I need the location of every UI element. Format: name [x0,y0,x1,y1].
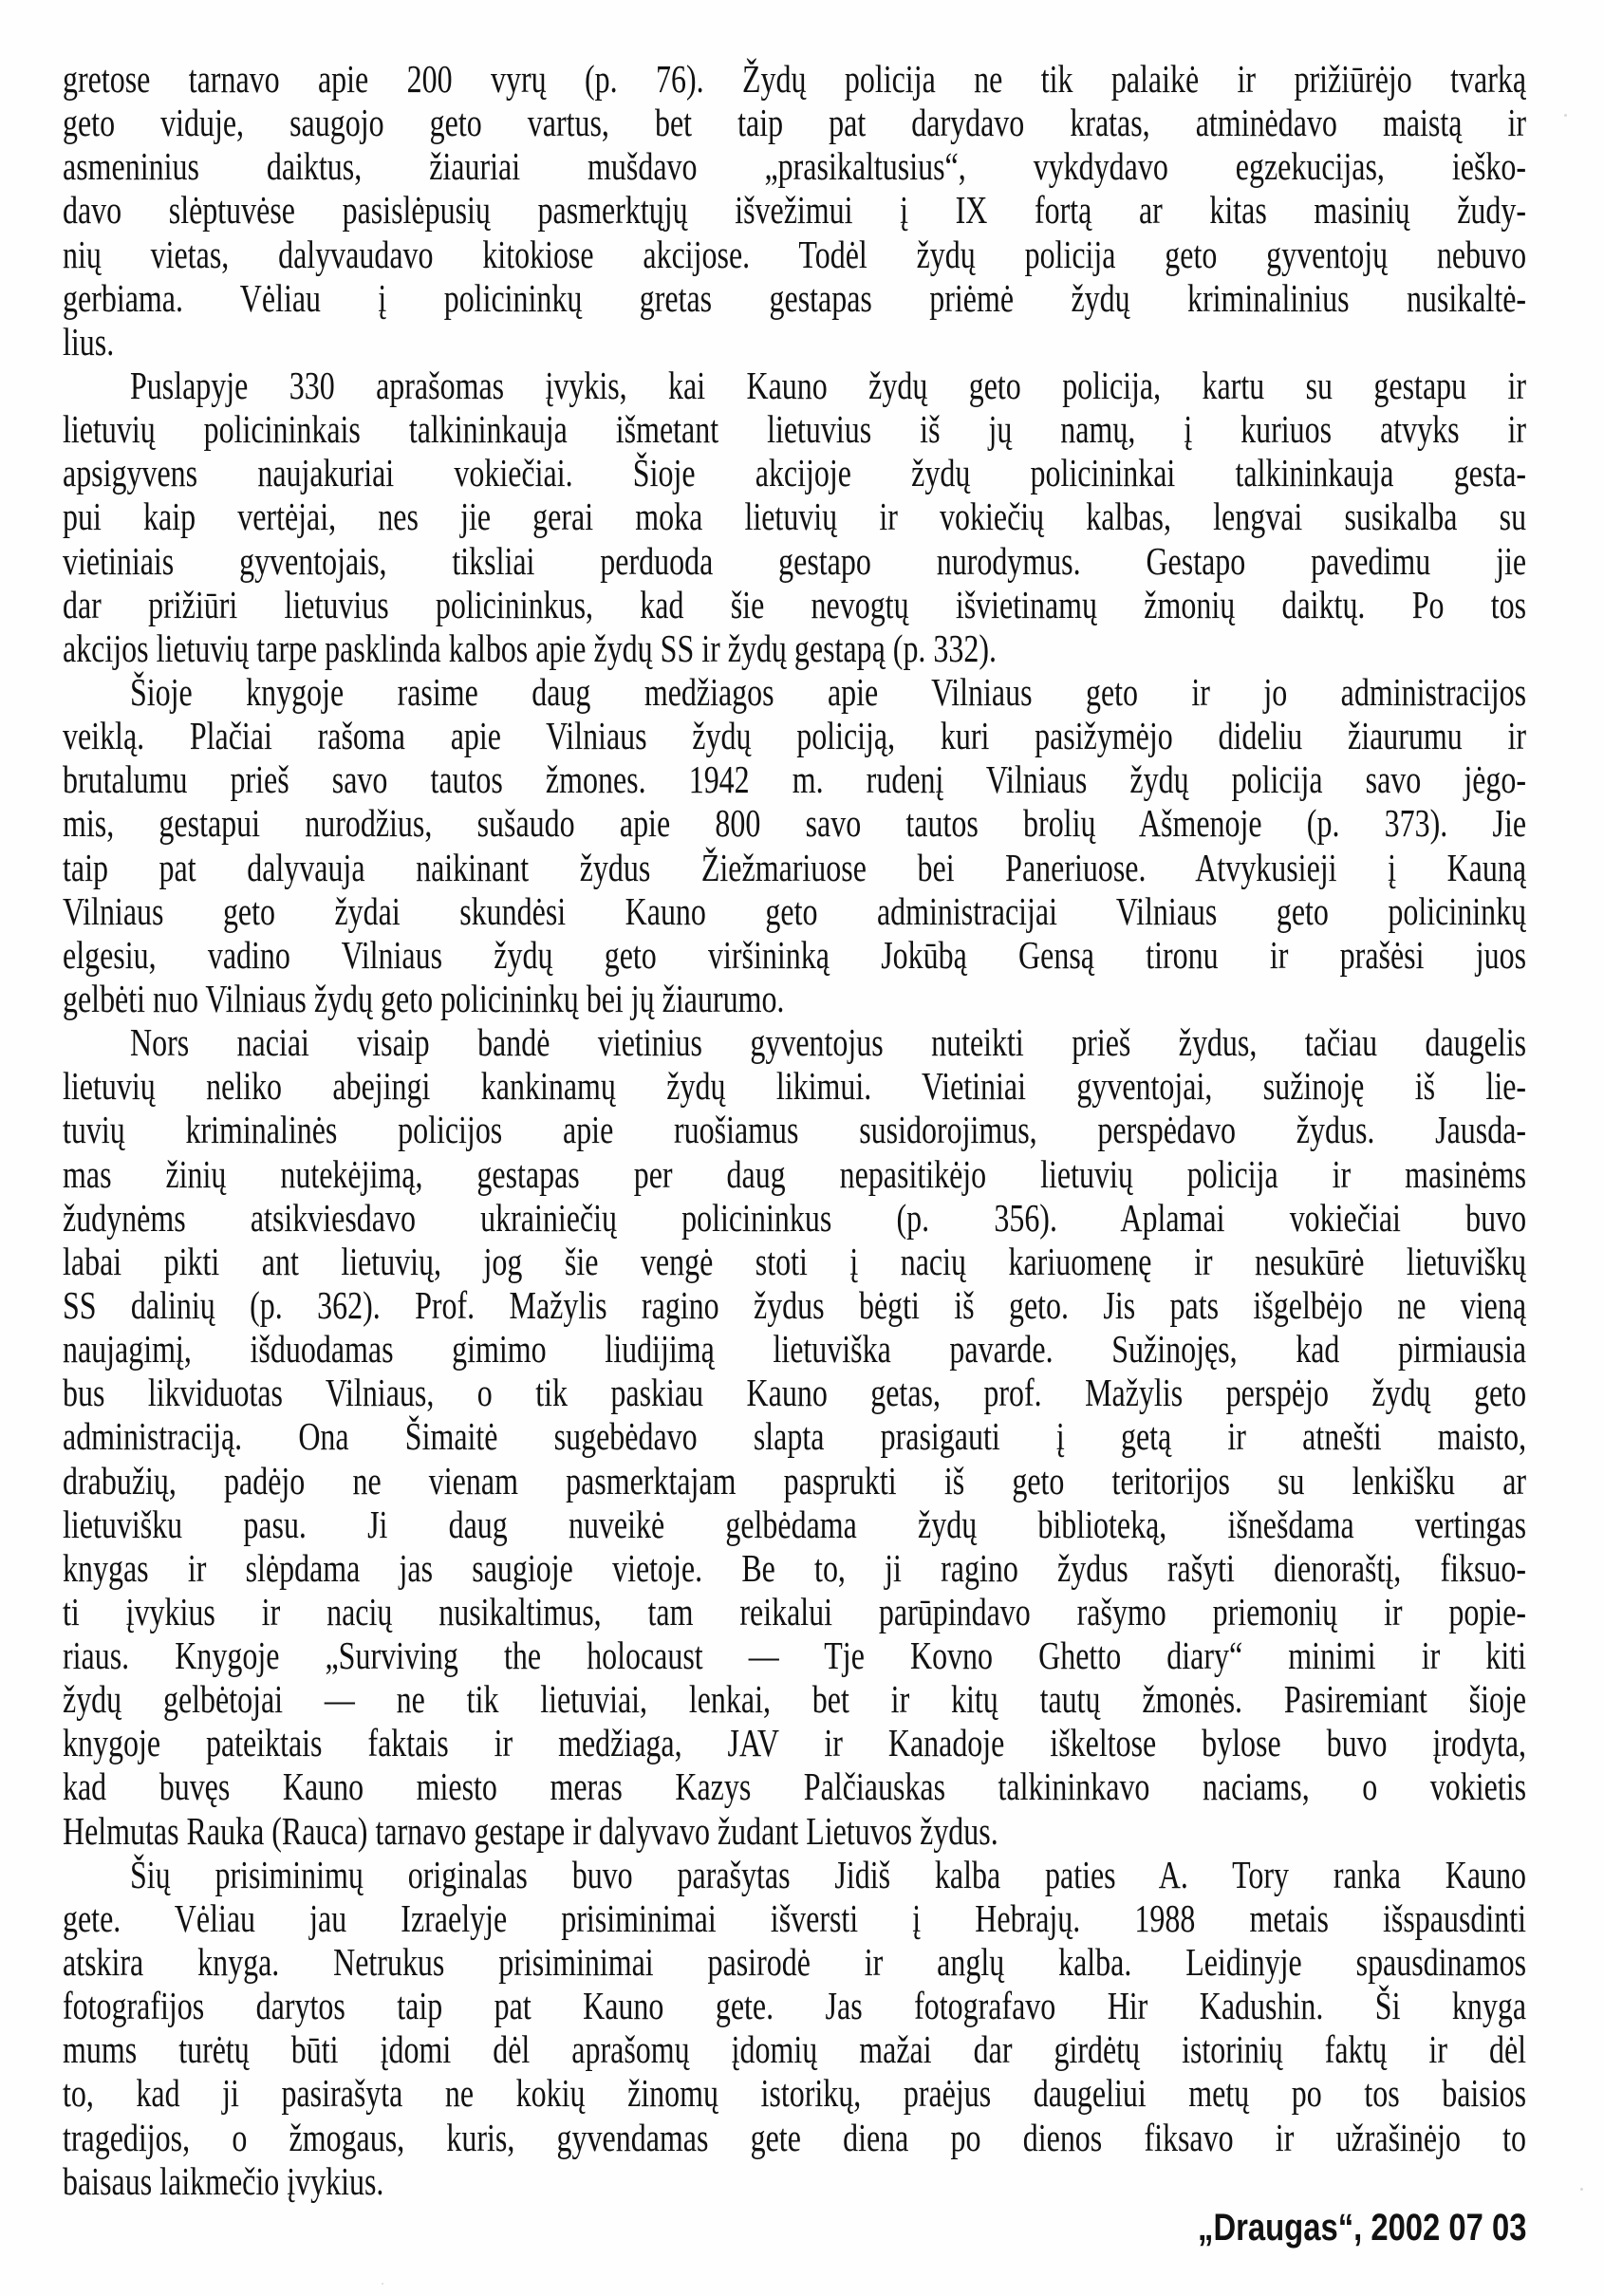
paragraph [63,57,1526,364]
paragraph [63,364,1526,670]
text-line: naujagimį, išduodamas gimimo liudijimą lietuviška pavarde. Sužinojęs, kad pirmiausia [63,1327,1527,1372]
paragraph [63,1853,1526,2203]
text-line: nių vietas, dalyvaudavo kitokiose akcijose. Todėl žydų policija geto gyventojų nebuvo [63,232,1527,276]
text-line: knygoje pateiktais faktais ir medžiaga, JAV ir Kanadoje iškeltose bylose buvo įrodyta, [63,1721,1527,1765]
text-line: taip pat dalyvauja naikinant žydus Žiežmariuose bei Paneriuose. Atvykusieji į Kauną [63,845,1527,889]
text-line: veiklą. Plačiai rašoma apie Vilniaus žydų policiją, kuri pasižymėjo dideliu žiaurumu ir [63,714,1527,758]
text-line: ti įvykius ir nacių nusikaltimus, tam reikalui parūpindavo rašymo priemonių ir popie- [63,1589,1527,1633]
text-line: fotografijos darytos taip pat Kauno gete. Jas fotografavo Hir Kadushin. Ši knyga [63,1984,1527,2028]
text-line: gelbėti nuo Vilniaus žydų geto policininkų bei jų žiaurumo. [63,976,785,1020]
text-line: baisaus laikmečio įvykius. [63,2158,384,2203]
text-line: mas žinių nutekėjimą, gestapas per daug nepasitikėjo lietuvių policija ir masinėms [63,1151,1527,1196]
text-line: kad buvęs Kauno miesto meras Kazys Palčiauskas talkininkavo naciams, o vokietis [63,1764,1527,1809]
text-line: lietuvių neliko abejingi kankinamų žydų likimui. Vietiniai gyventojai, sužinoję iš lie- [63,1064,1527,1109]
text-line: tuvių kriminalinės policijos apie ruošiamus susidorojimus, perspėdavo žydus. Jausda- [63,1108,1527,1152]
text-line: Helmutas Rauka (Rauca) tarnavo gestape ir dalyvavo žudant Lietuvos žydus. [63,1808,998,1853]
text-line: brutalumu prieš savo tautos žmones. 1942 m. rudenį Vilniaus žydų policija savo jėgo- [63,757,1527,802]
text-line: administraciją. Ona Šimaitė sugebėdavo slapta prasigauti į getą ir atnešti maisto, [63,1414,1527,1459]
text-line: dar prižiūri lietuvius policininkus, kad šie nevogtų išvietinamų žmonių daiktų. Po tos [63,582,1527,626]
text-line: asmeninius daiktus, žiauriai mušdavo „prasikaltusius“, vykdydavo egzekucijas, ieško- [63,144,1527,189]
scan-artifact [1564,114,1567,117]
paragraph [63,670,1526,1020]
text-line: žudynėms atsikviesdavo ukrainiečių policininkus (p. 356). Aplamai vokiečiai buvo [63,1195,1527,1240]
text-line: Vilniaus geto žydai skundėsi Kauno geto administracijai Vilniaus geto policininkų [63,888,1527,933]
text-line: elgesiu, vadino Vilniaus žydų geto viršininką Jokūbą Gensą tironu ir prašėsi juos [63,932,1527,977]
source-signature: „Draugas“, 2002 07 03 [1197,2207,1526,2249]
text-line: žydų gelbėtojai — ne tik lietuviai, lenkai, bet ir kitų tautų žmonės. Pasiremiant šioje [63,1677,1527,1722]
text-line: Puslapyje 330 aprašomas įvykis, kai Kauno žydų geto policija, kartu su gestapu ir [129,363,1527,407]
text-line: Šių prisiminimų originalas buvo parašytas Jidiš kalba paties A. Tory ranka Kauno [129,1852,1527,1896]
text-line: geto viduje, saugojo geto vartus, bet taip pat darydavo kratas, atminėdavo maistą ir [63,101,1527,145]
text-line: Šioje knygoje rasime daug medžiagos apie Vilniaus geto ir jo administracijos [129,669,1527,714]
paragraph [63,1020,1526,1853]
text-line: bus likviduotas Vilniaus, o tik paskiau Kauno getas, prof. Mažylis perspėjo žydų geto [63,1371,1527,1415]
text-line: akcijos lietuvių tarpe pasklinda kalbos apie žydų SS ir žydų gestapą (p. 332). [63,625,998,670]
scan-artifact [382,2283,383,2285]
text-line: davo slėptuvėse pasislėpusių pasmerktųjų išvežimui į IX fortą ar kitas masinių žudy- [63,188,1527,233]
text-line: vietiniais gyventojais, tiksliai perduoda gestapo nurodymus. Gestapo pavedimu jie [63,538,1527,583]
scan-artifact [1580,2188,1583,2191]
text-line: riaus. Knygoje „Surviving the holocaust — Tje Kovno Ghetto diary“ minimi ir kiti [63,1633,1527,1678]
text-line: gete. Vėliau jau Izraelyje prisiminimai išversti į Hebrajų. 1988 metais išspausdinti [63,1895,1527,1940]
text-line: lietuvišku pasu. Ji daug nuveikė gelbėdama žydų biblioteką, išnešdama vertingas [63,1502,1527,1546]
text-line: gerbiama. Vėliau į policininkų gretas gestapas priėmė žydų kriminalinius nusikaltė- [63,275,1527,320]
text-line: pui kaip vertėjai, nes jie gerai moka lietuvių ir vokiečių kalbas, lengvai susikalba su [63,495,1527,539]
text-line: to, kad ji pasirašyta ne kokių žinomų istorikų, praėjus daugeliui metų po tos baisios [63,2071,1527,2116]
text-line: lius. [63,319,115,364]
text-line: lietuvių policininkais talkininkauja išmetant lietuvius iš jų namų, į kuriuos atvyks ir [63,407,1527,452]
text-line: drabužių, padėjo ne vienam pasmerktajam paspruktі iš geto teritorijos su lenkišku ar [63,1458,1527,1503]
text-line: Nors naciai visaip bandė vietinius gyventojus nuteikti prieš žydus, tačiau daugelis [129,1020,1527,1065]
text-line: labai pikti ant lietuvių, jog šie vengė stoti į nacių kariuomenę ir nesukūrė lietuviškų [63,1239,1527,1283]
text-line: atskira knyga. Netrukus prisiminimai pasirodė ir anglų kalba. Leidinyje spausdinamos [63,1940,1527,1985]
text-line: SS dalinių (p. 362). Prof. Mažylis ragino žydus bėgti iš geto. Jis pats išgelbėjo ne vieną [63,1282,1527,1327]
text-line: knygas ir slėpdama jas saugioje vietoje. Be to, ji ragino žydus rašyti dienoraštį, fiksuo- [63,1545,1527,1590]
text-line: mis, gestapui nurodžius, sušaudo apie 800 savo tautos brolių Ašmenoje (p. 373). Jie [63,801,1527,846]
text-line: gretose tarnavo apie 200 vyrų (p. 76). Žydų policija ne tik palaikė ir prižiūrėjo tvarką [63,57,1527,101]
text-line: apsigyvens naujakuriai vokiečiai. Šioje akcijoje žydų policininkai talkininkauja gesta- [63,451,1527,495]
article-body [63,57,1526,2203]
text-line: tragedijos, o žmogaus, kuris, gyvendamas gete diena po dienos fiksavo ir užrašinėjo to [63,2115,1527,2159]
text-line: mums turėtų būti įdomi dėl aprašomų įdomių mažai dar girdėtų istorinių faktų ir dėl [63,2027,1527,2072]
